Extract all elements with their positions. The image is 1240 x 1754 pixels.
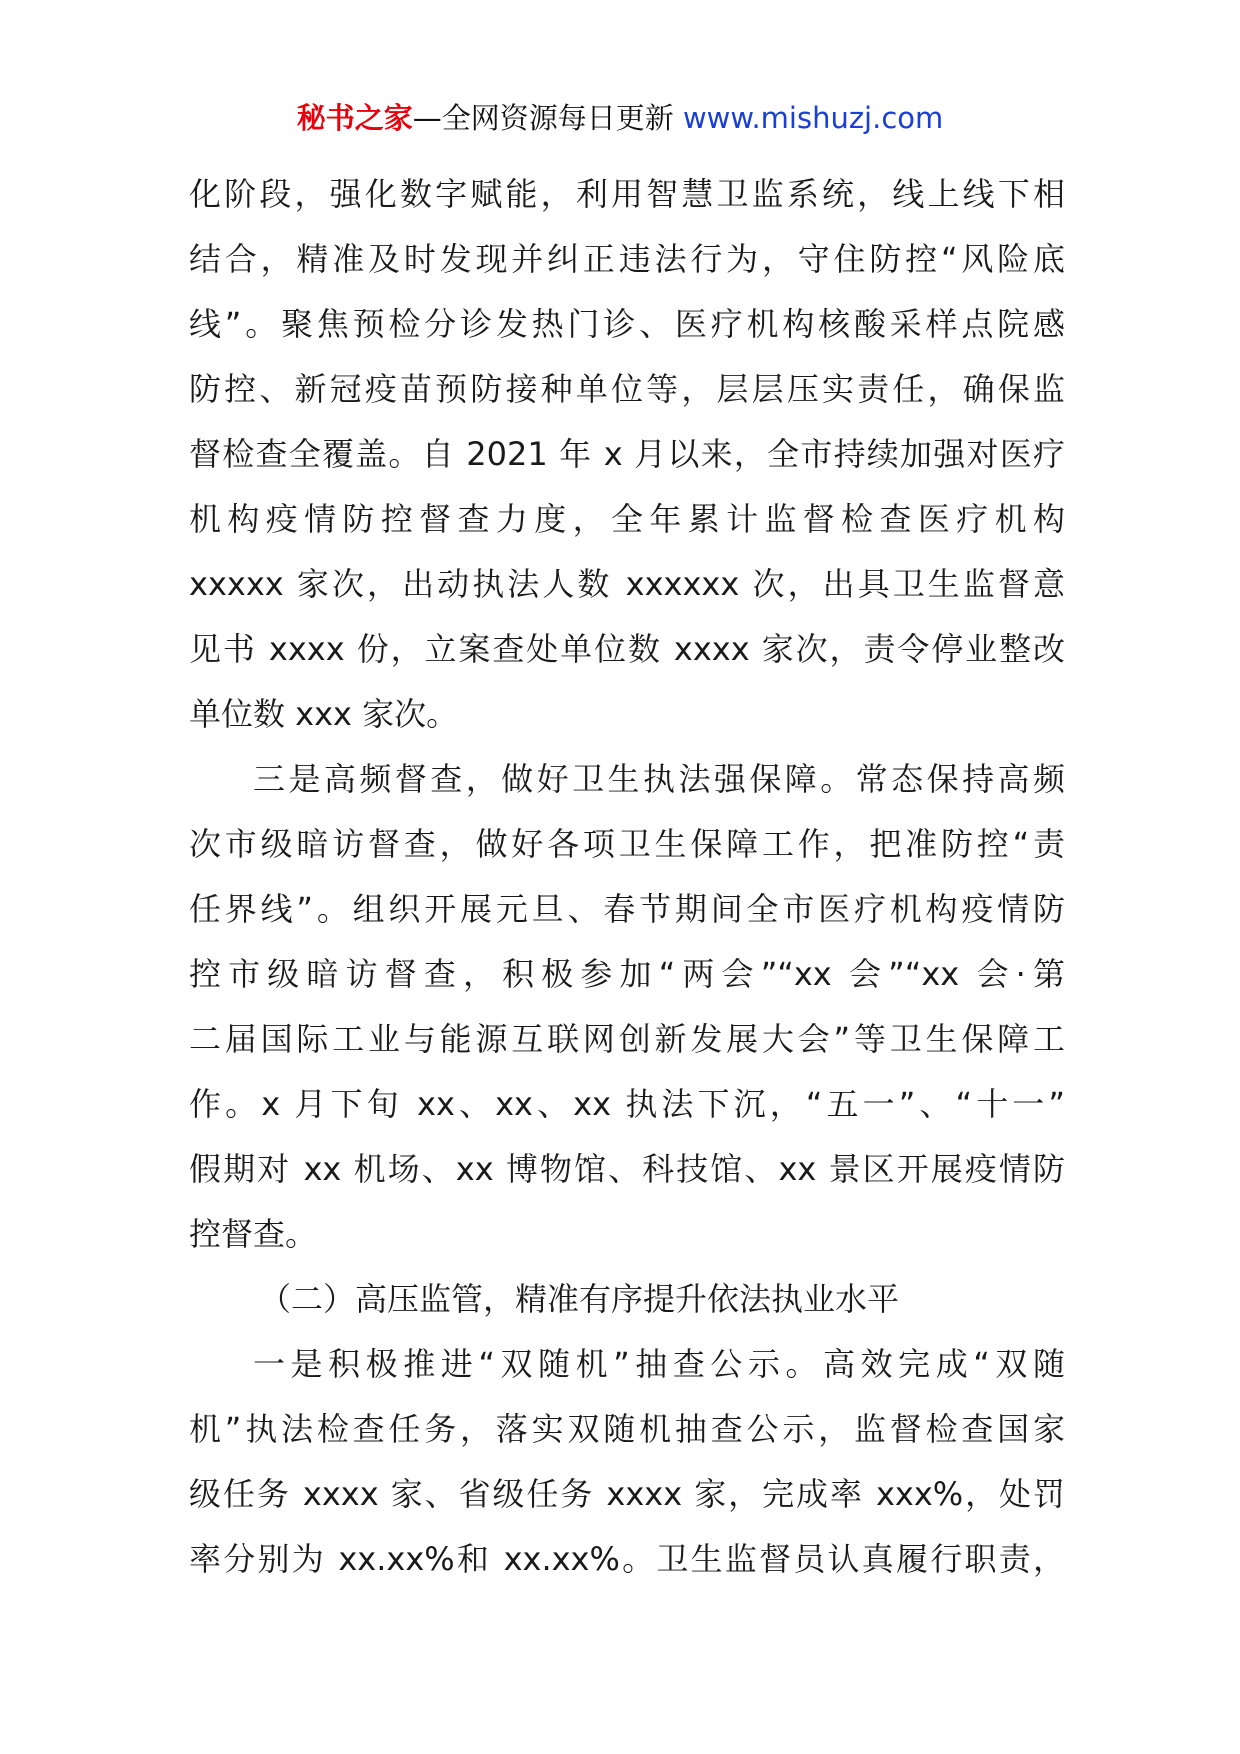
page-header — [0, 98, 1240, 138]
body-line: 控督查。 — [189, 1215, 318, 1253]
paragraph-first-line: 三是高频督查，做好卫生执法强保障。常态保持高频 — [253, 760, 1065, 798]
body-line: 机构疫情防控督查力度，全年累计监督检查医疗机构 — [189, 500, 1065, 538]
paragraph-first-line: 一是积极推进“双随机”抽查公示。高效完成“双随 — [253, 1345, 1065, 1383]
body-line: 率分别为 xx.xx%和 xx.xx%。卫生监督员认真履行职责， — [189, 1540, 1065, 1578]
body-line: 结合，精准及时发现并纠正违法行为，守住防控“风险底 — [189, 240, 1065, 278]
body-line: 作。x 月下旬 xx、xx、xx 执法下沉，“五一”、“十一” — [189, 1085, 1065, 1123]
body-line: 级任务 xxxx 家、省级任务 xxxx 家，完成率 xxx%，处罚 — [189, 1475, 1065, 1513]
body-line: xxxxx 家次，出动执法人数 xxxxxx 次，出具卫生监督意 — [189, 565, 1065, 603]
header-tagline: —全网资源每日更新 — [412, 101, 674, 135]
body-line: 防控、新冠疫苗预防接种单位等，层层压实责任，确保监 — [189, 370, 1065, 408]
body-line: 单位数 xxx 家次。 — [189, 695, 459, 733]
website-link[interactable]: www.mishuzj.com — [682, 101, 944, 135]
document-body — [189, 162, 1065, 1592]
body-line: 机”执法检查任务，落实双随机抽查公示，监督检查国家 — [189, 1410, 1065, 1448]
section-heading: （二）高压监管，精准有序提升依法执业水平 — [259, 1280, 900, 1318]
body-line: 化阶段，强化数字赋能，利用智慧卫监系统，线上线下相 — [189, 175, 1065, 213]
body-line: 督检查全覆盖。自 2021 年 x 月以来，全市持续加强对医疗 — [189, 435, 1065, 473]
body-line: 控市级暗访督查，积极参加“两会”“xx 会”“xx 会·第 — [189, 955, 1065, 993]
brand-name: 秘书之家 — [296, 101, 413, 135]
body-line: 任界线”。组织开展元旦、春节期间全市医疗机构疫情防 — [189, 890, 1065, 928]
body-line: 二届国际工业与能源互联网创新发展大会”等卫生保障工 — [189, 1020, 1065, 1058]
body-line: 见书 xxxx 份，立案查处单位数 xxxx 家次，责令停业整改 — [189, 630, 1065, 668]
body-line: 次市级暗访督查，做好各项卫生保障工作，把准防控“责 — [189, 825, 1065, 863]
body-line: 线”。聚焦预检分诊发热门诊、医疗机构核酸采样点院感 — [189, 305, 1065, 343]
body-line: 假期对 xx 机场、xx 博物馆、科技馆、xx 景区开展疫情防 — [189, 1150, 1065, 1188]
